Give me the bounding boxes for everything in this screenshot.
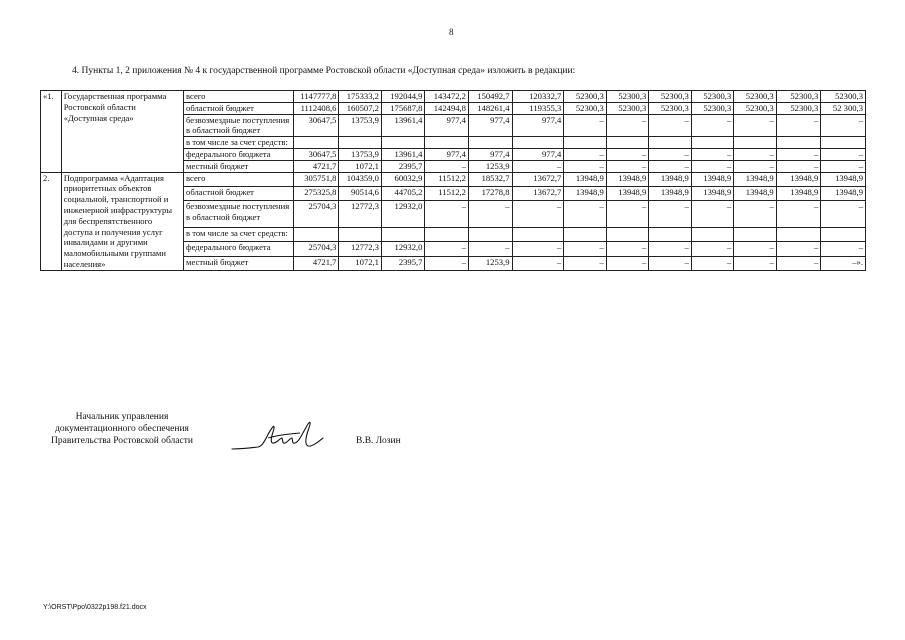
funding-source: федерального бюджета [184,148,294,160]
financing-table [40,90,866,271]
amount-cell: 977,4 [468,114,512,137]
amount-cell: – [649,148,691,160]
amount-cell: – [564,200,606,227]
amount-cell: – [691,114,733,137]
amount-cell: 13753,9 [339,114,381,137]
amount-cell: – [468,242,512,256]
amount-cell: 160507,2 [339,102,381,114]
amount-cell: – [734,256,776,270]
amount-cell: 1072,1 [339,256,381,270]
amount-cell: – [606,256,648,270]
funding-source: местный бюджет [184,160,294,172]
amount-cell: 13948,9 [821,186,866,200]
amount-cell: 120332,7 [512,91,564,103]
amount-cell: 13948,9 [776,186,821,200]
amount-cell: – [425,242,469,256]
amount-cell: 13948,9 [734,186,776,200]
amount-cell: 44705,2 [381,186,425,200]
amount-cell: – [468,200,512,227]
amount-cell [425,228,469,242]
amount-cell: – [425,200,469,227]
funding-source: безвозмездные поступления в областной бюджет [184,114,294,137]
amount-cell [821,228,866,242]
amount-cell [512,137,564,149]
amount-cell [691,137,733,149]
amount-cell: –». [821,256,866,270]
amount-cell: 13948,9 [564,186,606,200]
amount-cell: – [734,160,776,172]
amount-cell: 12932,0 [381,200,425,227]
amount-cell: 30647,5 [293,148,339,160]
amount-cell: 4721,7 [293,256,339,270]
amount-cell: 13948,9 [606,172,648,186]
amount-cell: 142494,8 [425,102,469,114]
amount-cell: – [512,256,564,270]
funding-source: в том числе за счет средств: [184,137,294,149]
amount-cell: – [734,148,776,160]
amount-cell: – [691,256,733,270]
funding-source: федерального бюджета [184,242,294,256]
funding-source: областной бюджет [184,186,294,200]
table-row [41,91,866,103]
amount-cell: – [564,256,606,270]
page-number: 8 [449,27,454,37]
position-line: документационного обеспечения [55,424,189,434]
amount-cell [649,137,691,149]
amount-cell: 192044,9 [381,91,425,103]
amount-cell: – [821,242,866,256]
amount-cell: 977,4 [468,148,512,160]
amount-cell: 13948,9 [734,172,776,186]
amount-cell: 52 300,3 [821,102,866,114]
amount-cell: 13948,9 [649,186,691,200]
amount-cell [468,137,512,149]
amount-cell: – [691,200,733,227]
amount-cell: – [776,242,821,256]
amount-cell: – [649,256,691,270]
table-body [41,91,866,271]
amount-cell [381,137,425,149]
amount-cell: 25704,3 [293,200,339,227]
amount-cell: 175687,8 [381,102,425,114]
amount-cell: 119355,3 [512,102,564,114]
amount-cell: 150492,7 [468,91,512,103]
amount-cell: 13948,9 [606,186,648,200]
amount-cell [339,137,381,149]
amount-cell: 90514,6 [339,186,381,200]
signature-position [40,411,204,447]
amount-cell: – [691,148,733,160]
amount-cell: 13672,7 [512,172,564,186]
amount-cell: 977,4 [425,114,469,137]
amount-cell: 4721,7 [293,160,339,172]
amount-cell: 52300,3 [606,102,648,114]
amount-cell [734,228,776,242]
amount-cell: – [649,114,691,137]
amount-cell [381,228,425,242]
amount-cell: 13961,4 [381,148,425,160]
table-row [41,172,866,186]
amount-cell: 13961,4 [381,114,425,137]
amount-cell: 13948,9 [821,172,866,186]
amount-cell: 52300,3 [564,91,606,103]
amount-cell: 13672,7 [512,186,564,200]
amount-cell [821,137,866,149]
amount-cell: 977,4 [512,114,564,137]
amount-cell: – [606,200,648,227]
amount-cell: 13948,9 [776,172,821,186]
amount-cell: – [425,160,469,172]
position-line: Начальник управления [75,412,169,422]
funding-source: всего [184,91,294,103]
amount-cell: – [691,242,733,256]
amount-cell: – [776,256,821,270]
amount-cell: 52300,3 [691,91,733,103]
file-path: Y:\ORST\Ppo\0322p198.f21.docx [43,604,147,611]
amount-cell [649,228,691,242]
amount-cell: – [564,148,606,160]
amount-cell: 60032,9 [381,172,425,186]
amount-cell: 52300,3 [564,102,606,114]
amount-cell [425,137,469,149]
amount-cell: 1112408,6 [293,102,339,114]
amount-cell: 12772,3 [339,200,381,227]
amount-cell: – [821,200,866,227]
amount-cell: – [606,148,648,160]
amount-cell: 104359,0 [339,172,381,186]
amount-cell [564,137,606,149]
amount-cell: – [606,160,648,172]
funding-source: областной бюджет [184,102,294,114]
amount-cell [776,228,821,242]
amount-cell: – [425,256,469,270]
amount-cell [468,228,512,242]
amount-cell: – [734,200,776,227]
amount-cell [606,137,648,149]
amount-cell: 275325,8 [293,186,339,200]
amount-cell: 175333,2 [339,91,381,103]
amount-cell: 52300,3 [649,102,691,114]
amount-cell: 30647,5 [293,114,339,137]
amount-cell: 52300,3 [821,91,866,103]
section-index: 2. [41,172,62,270]
amount-cell: 13948,9 [691,186,733,200]
amount-cell: 52300,3 [776,91,821,103]
amount-cell: 52300,3 [649,91,691,103]
amount-cell: – [512,200,564,227]
program-name: Подпрограмма «Адаптация приоритетных объектов социальной, транспортной и инженерной инфраструктуры для беспрепятственного доступа и получения услуг инвалидами и другими маломобильными группами населения» [61,172,183,270]
amount-cell: 13948,9 [691,172,733,186]
amount-cell: – [734,114,776,137]
funding-source: в том числе за счет средств: [184,228,294,242]
amount-cell: 305751,8 [293,172,339,186]
amount-cell: – [821,148,866,160]
amount-cell: 143472,2 [425,91,469,103]
amount-cell: 13753,9 [339,148,381,160]
amount-cell [512,228,564,242]
amount-cell: – [821,114,866,137]
amount-cell: – [776,148,821,160]
amount-cell: – [606,242,648,256]
funding-source: безвозмездные поступления в областной бюджет [184,200,294,227]
funding-source: местный бюджет [184,256,294,270]
amount-cell: 52300,3 [734,91,776,103]
amount-cell: – [691,160,733,172]
amount-cell: – [606,114,648,137]
handwritten-signature [228,416,328,458]
amount-cell: 1253,9 [468,160,512,172]
amount-cell: 52300,3 [776,102,821,114]
amount-cell: – [821,160,866,172]
amount-cell: 977,4 [512,148,564,160]
amount-cell: 52300,3 [691,102,733,114]
section-index: «1. [41,91,62,173]
amount-cell: – [649,242,691,256]
amount-cell: 2395,7 [381,160,425,172]
amount-cell [734,137,776,149]
amount-cell: 52300,3 [606,91,648,103]
amount-cell [564,228,606,242]
amount-cell: – [512,242,564,256]
amount-cell: 1072,1 [339,160,381,172]
amount-cell: 12772,3 [339,242,381,256]
intro-text: 4. Пункты 1, 2 приложения № 4 к государственной программе Ростовской области «Доступная среда» изложить в редакции: [72,66,576,76]
amount-cell: 148261,4 [468,102,512,114]
amount-cell: – [649,160,691,172]
funding-source: всего [184,172,294,186]
amount-cell [606,228,648,242]
amount-cell: – [776,160,821,172]
amount-cell: 2395,7 [381,256,425,270]
amount-cell [776,137,821,149]
amount-cell: 11512,2 [425,186,469,200]
amount-cell: 977,4 [425,148,469,160]
amount-cell: – [734,242,776,256]
amount-cell: – [564,114,606,137]
amount-cell: – [649,200,691,227]
amount-cell: 18532,7 [468,172,512,186]
amount-cell: 17278,8 [468,186,512,200]
amount-cell: 12932,0 [381,242,425,256]
amount-cell: 13948,9 [564,172,606,186]
amount-cell: 52300,3 [734,102,776,114]
amount-cell [339,228,381,242]
amount-cell: 13948,9 [649,172,691,186]
amount-cell: 25704,3 [293,242,339,256]
program-name: Государственная программа Ростовской области «Доступная среда» [61,91,183,173]
amount-cell: 11512,2 [425,172,469,186]
amount-cell [691,228,733,242]
amount-cell: – [776,200,821,227]
amount-cell: 1147777,8 [293,91,339,103]
amount-cell [293,228,339,242]
position-line: Правительства Ростовской области [51,436,193,446]
amount-cell: – [512,160,564,172]
amount-cell [293,137,339,149]
amount-cell: 1253,9 [468,256,512,270]
signer-name: В.В. Лозин [356,436,401,446]
amount-cell: – [776,114,821,137]
amount-cell: – [564,160,606,172]
amount-cell: – [564,242,606,256]
